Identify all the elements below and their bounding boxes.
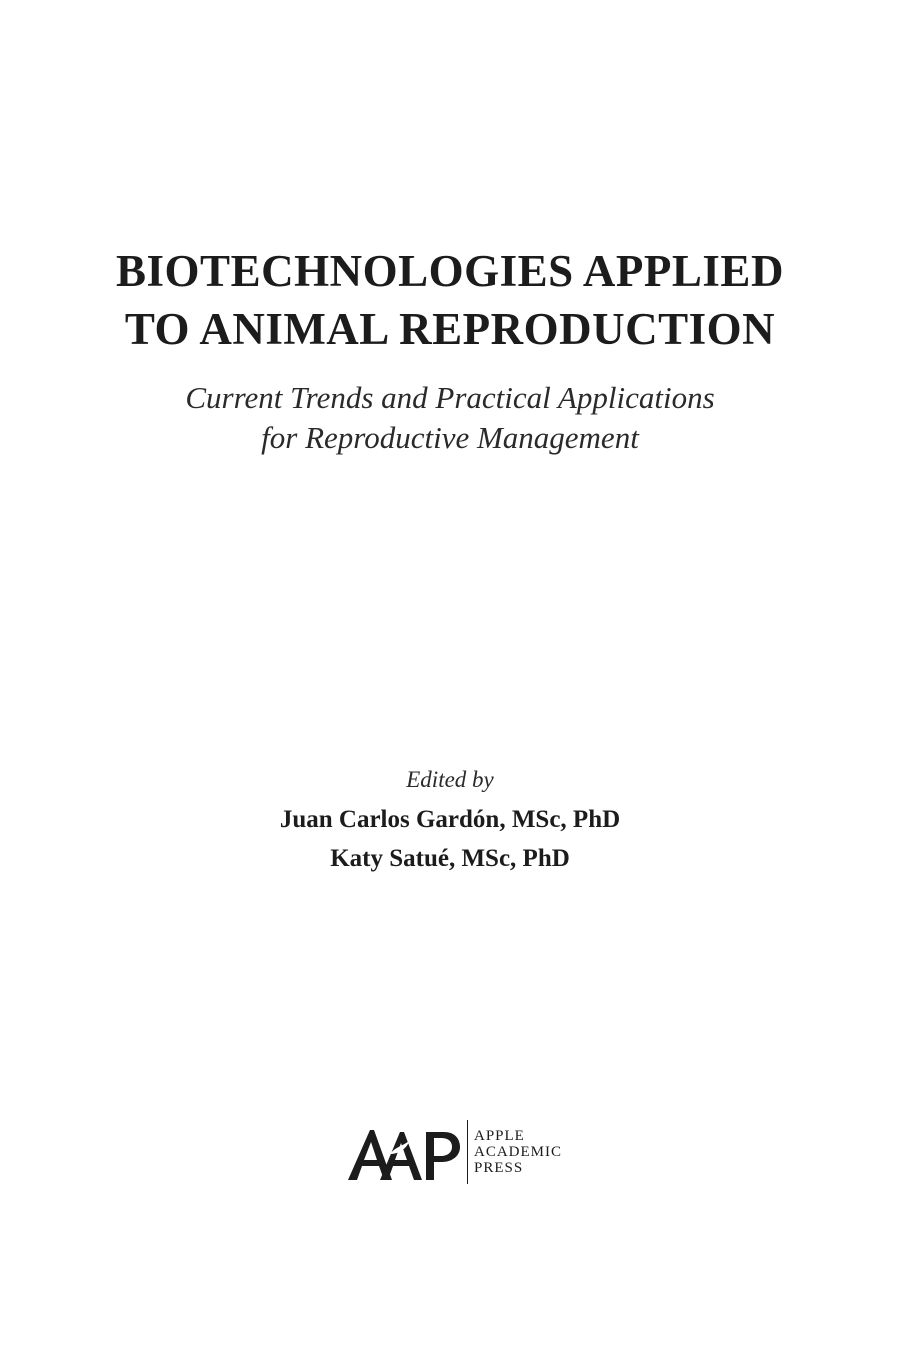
edge-watermark (0, 190, 14, 250)
editor-name-1: Juan Carlos Gardón, MSc, PhD (279, 806, 621, 833)
editor-name-2: Katy Satué, MSc, PhD (330, 845, 570, 872)
book-subtitle-line-2: for Reproductive Management (261, 420, 639, 455)
edited-by-label: Edited by (406, 767, 494, 792)
publisher-logo (346, 1120, 576, 1186)
publisher-name-line-3: PRESS (474, 1160, 524, 1176)
book-subtitle-line-1: Current Trends and Practical Applications (185, 380, 715, 415)
book-title (0, 242, 900, 358)
publisher-name (474, 1128, 562, 1176)
logo-divider (467, 1120, 468, 1184)
book-title-line-1: BIOTECHNOLOGIES APPLIED (116, 246, 784, 296)
aap-logo-icon (346, 1124, 462, 1182)
editors-list (0, 800, 900, 878)
publisher-name-line-1: APPLE (474, 1128, 525, 1144)
book-title-line-2: TO ANIMAL REPRODUCTION (124, 304, 776, 354)
publisher-name-line-2: ACADEMIC (474, 1144, 563, 1160)
book-subtitle (0, 378, 900, 458)
